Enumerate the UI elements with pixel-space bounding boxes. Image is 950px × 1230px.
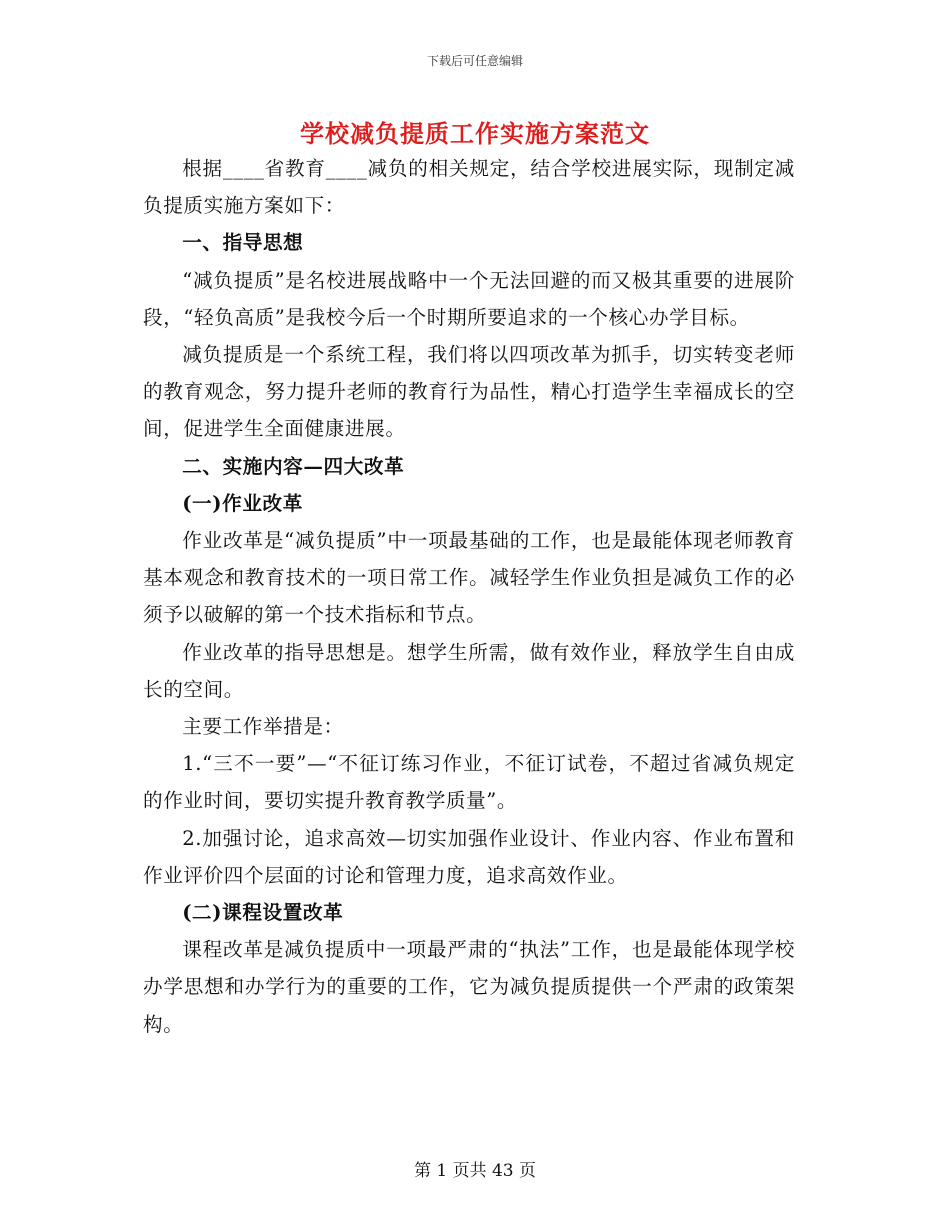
section-heading-guiding-thought: 一、指导思想 [182, 231, 304, 255]
document-title: 学校减负提质工作实施方案范文 [300, 119, 650, 148]
document-body [143, 150, 795, 1043]
subsection-heading-homework-reform: (一)作业改革 [182, 491, 303, 515]
intro-paragraph: 根据____省教育____减负的相关规定，结合学校进展实际，现制定减负提质实施方案如下： [143, 157, 795, 218]
paragraph: 课程改革是减负提质中一项最严肃的“执法”工作，也是最能体现学校办学思想和办学行为的重要的工作，它为减负提质提供一个严肃的政策架构。 [143, 938, 795, 1036]
paragraph: 作业改革是“减负提质”中一项最基础的工作，也是最能体现老师教育基本观念和教育技术的一项日常工作。减轻学生作业负担是减负工作的必须予以破解的第一个技术指标和节点。 [143, 529, 795, 627]
list-item: 1.“三不一要”—“不征订练习作业，不征订试卷，不超过省减负规定的作业时间，要切实提升教育教学质量”。 [143, 752, 795, 813]
paragraph: “减负提质”是名校进展战略中一个无法回避的而又极其重要的进展阶段，“轻负高质”是我校今后一个时期所要追求的一个核心办学目标。 [143, 268, 795, 329]
paragraph: 减负提质是一个系统工程，我们将以四项改革为抓手，切实转变老师的教育观念，努力提升老师的教育行为品性，精心打造学生幸福成长的空间，促进学生全面健康进展。 [143, 343, 795, 441]
paragraph: 主要工作举措是： [182, 715, 344, 739]
list-item: 2.加强讨论，追求高效—切实加强作业设计、作业内容、作业布置和作业评价四个层面的讨论和管理力度，追求高效作业。 [143, 826, 795, 887]
page-header-note: 下载后可任意编辑 [426, 54, 523, 68]
section-heading-implementation: 二、实施内容—四大改革 [182, 454, 405, 478]
subsection-heading-curriculum-reform: (二)课程设置改革 [182, 901, 344, 925]
paragraph: 作业改革的指导思想是。想学生所需，做有效作业，释放学生自由成长的空间。 [143, 640, 795, 701]
page-number: 第 1 页共 43 页 [413, 1161, 537, 1181]
